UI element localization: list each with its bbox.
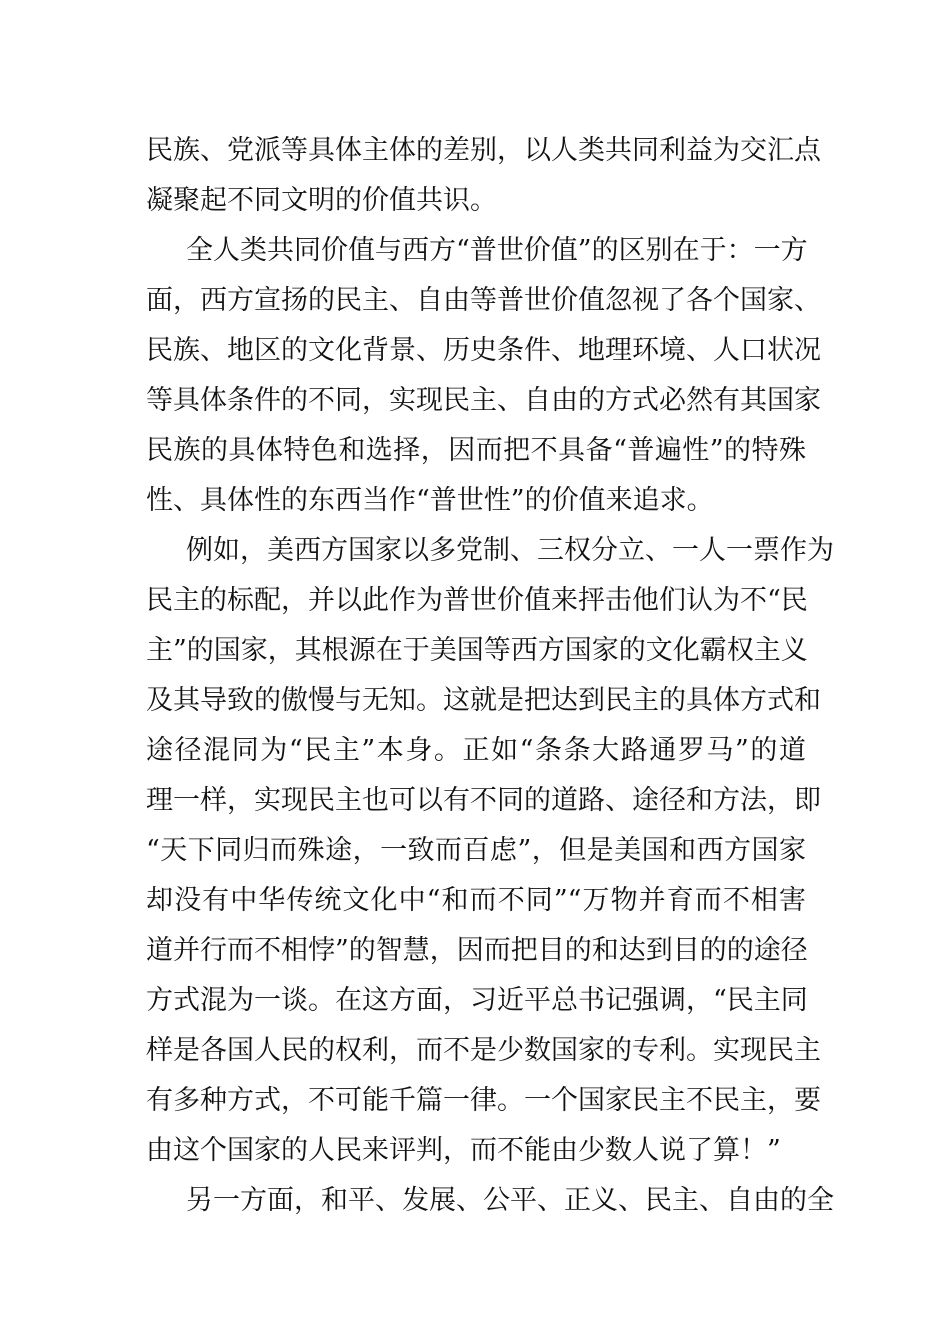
text-line-20: 有多种方式，不可能千篇一律。一个国家民主不民主，要 bbox=[146, 1085, 821, 1116]
text-line-2: 凝聚起不同文明的价值共识。 bbox=[146, 185, 497, 216]
text-line-12: 及其导致的傲慢与无知。这就是把达到民主的具体方式和 bbox=[146, 685, 821, 716]
text-line-11: 主”的国家，其根源在于美国等西方国家的文化霸权主义 bbox=[146, 635, 808, 666]
text-line-21: 由这个国家的人民来评判，而不能由少数人说了算！” bbox=[146, 1135, 781, 1166]
text-line-22: 另一方面，和平、发展、公平、正义、民主、自由的全 bbox=[186, 1185, 834, 1216]
text-line-5: 民族、地区的文化背景、历史条件、地理环境、人口状况 bbox=[146, 335, 821, 366]
text-line-7: 民族的具体特色和选择，因而把不具备“普遍性”的特殊 bbox=[146, 435, 806, 466]
text-line-10: 民主的标配，并以此作为普世价值来抨击他们认为不“民 bbox=[146, 585, 808, 616]
text-line-4: 面，西方宣扬的民主、自由等普世价值忽视了各个国家、 bbox=[146, 285, 821, 316]
text-line-17: 道并行而不相悖”的智慧，因而把目的和达到目的的途径 bbox=[146, 935, 808, 966]
text-line-18: 方式混为一谈。在这方面，习近平总书记强调，“民主同 bbox=[146, 985, 808, 1016]
text-line-8: 性、具体性的东西当作“普世性”的价值来追求。 bbox=[146, 485, 714, 516]
text-line-15: “天下同归而殊途，一致而百虑”，但是美国和西方国家 bbox=[146, 835, 806, 866]
text-line-3: 全人类共同价值与西方“普世价值”的区别在于：一方 bbox=[186, 235, 808, 266]
text-line-16: 却没有中华传统文化中“和而不同”“万物并育而不相害 bbox=[146, 885, 806, 916]
text-line-14: 理一样，实现民主也可以有不同的道路、途径和方法，即 bbox=[146, 785, 821, 816]
text-line-19: 样是各国人民的权利，而不是少数国家的专利。实现民主 bbox=[146, 1035, 821, 1066]
text-line-6: 等具体条件的不同，实现民主、自由的方式必然有其国家 bbox=[146, 385, 821, 416]
text-line-1: 民族、党派等具体主体的差别，以人类共同利益为交汇点 bbox=[146, 135, 821, 166]
text-line-9: 例如，美西方国家以多党制、三权分立、一人一票作为 bbox=[186, 535, 834, 566]
text-line-13: 途径混同为“民主”本身。正如“条条大路通罗马”的道 bbox=[146, 735, 806, 766]
